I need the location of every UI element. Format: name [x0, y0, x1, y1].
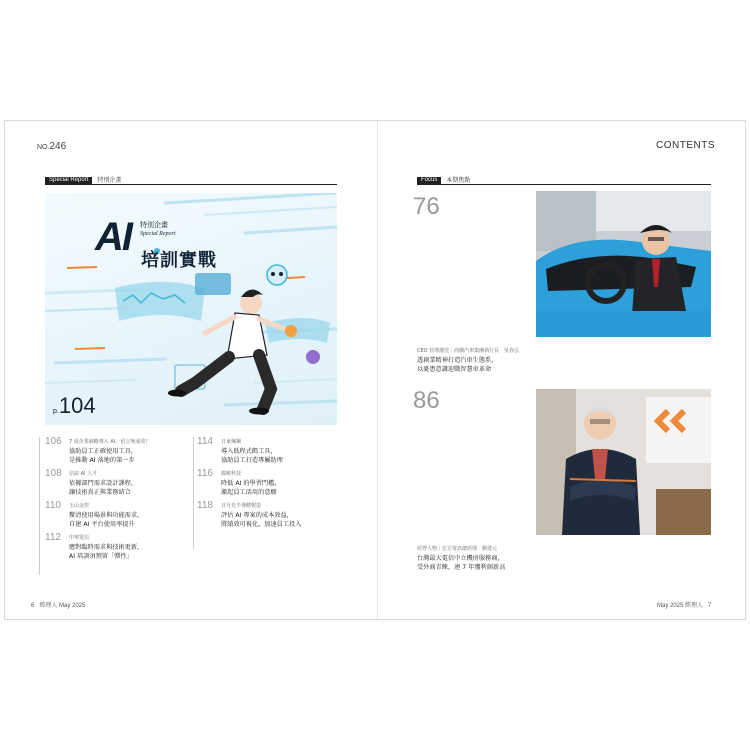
section-sub: 本期焦點	[446, 177, 471, 184]
cover-illustration	[45, 193, 337, 425]
feature-headline[interactable]: 台灣最大電信中立機房服務商， 受外商青睞，連 7 年獲利創新高	[417, 555, 506, 571]
magazine-spread: NO.246 Special Report 特別企畫 AI 特別企畫 Special Report 培訓實戰 p.104 106 7 成企業麻略導入 AI，留言無成效？ 協助員工正確使用工具， 是推動 AI 落地的第一步 108 信誼 AI 人才 依據部門需求設計課程， 讓技術真正與業務結合 110 玉山金控 釐清使用場景與功能需求， 自建 AI 平台使用率提升 112 中華電信 應對臨時需求與技術更新， AI 培訓須預留「彈性」 114 日東煉鋼 導入低程式碼工具， 協助員工打造專屬助理 116 緯軟科技 降低 AI 的學習門檻， 激起員工活用的意願 118 日月光半導體製造 評估 AI 專案的成本效益， 將績效可視化，加速員工投入 6 經理人 May 2025 CONTENTS Focus 本期焦點 76 CEO 管理講堂｜尚騰汽車集團執行長 吳春弘 透創業精神打造汽車生態系， 以憂患意識迎戰智慧車革命 86 經營人物｜宏方電訊總經理 劉建元 台灣最大電信中立機房服務商， 受外商青睞，連 7 年獲利創新高 May 2025 經理人 7	[4, 120, 746, 620]
feature-page-number: 86	[413, 387, 440, 414]
footer-left: 6 經理人 May 2025	[31, 603, 86, 609]
cover-page-ref: p.104	[53, 393, 96, 418]
section-bar-focus	[417, 177, 711, 184]
contents-title: CONTENTS	[656, 140, 715, 151]
feature-kicker: 經營人物｜宏方電訊總經理 劉建元	[417, 546, 498, 552]
column-rule	[39, 437, 40, 575]
feature-photo-car	[536, 191, 711, 337]
section-tag: Special Report	[45, 177, 92, 184]
feature-photo-office	[536, 389, 711, 535]
section-sub: 特別企畫	[97, 177, 122, 184]
cover-subtitle: 培訓實戰	[141, 250, 217, 271]
page-gutter	[377, 121, 378, 621]
footer-right: May 2025 經理人 7	[657, 603, 712, 609]
feature-page-number: 76	[413, 193, 440, 220]
feature-headline[interactable]: 透創業精神打造汽車生態系， 以憂患意識迎戰智慧車革命	[417, 357, 498, 373]
issue-number: NO.246	[37, 141, 67, 152]
section-bar-special-report	[45, 177, 337, 184]
column-rule	[193, 437, 194, 549]
cover-title: AI	[95, 215, 131, 259]
section-tag: Focus	[417, 177, 441, 184]
ai-training-illustration	[45, 193, 337, 425]
cover-kicker: 特別企畫 Special Report	[140, 221, 176, 237]
feature-kicker: CEO 管理講堂｜尚騰汽車集團執行長 吳春弘	[417, 348, 520, 354]
